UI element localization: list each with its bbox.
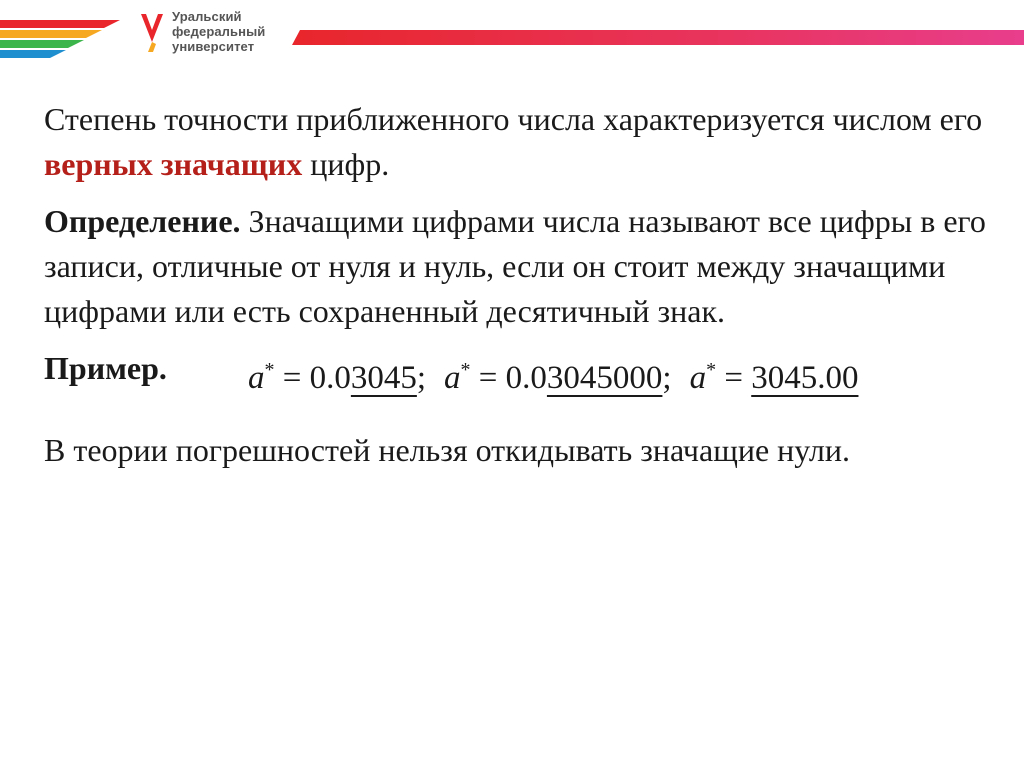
university-logo-icon: [139, 12, 167, 54]
stripe-blue: [0, 50, 66, 58]
formula-1-significant: 3045: [350, 360, 417, 396]
paragraph-zeros: В теории погрешностей нельзя откидывать значащие нули.: [44, 432, 850, 468]
formula-var-2: a: [444, 360, 461, 396]
formula-3-significant: 3045.00: [751, 360, 859, 396]
stripe-right: [292, 30, 1024, 45]
definition-text: Значащими цифрами числа называют все цифры в его записи, отличные от нуля и нуль, если он стоит между значащими цифрами или есть сохраненный десятичный знак.: [44, 203, 986, 329]
stripe-green: [0, 40, 84, 48]
paragraph-definition: [44, 199, 994, 334]
slide-body: [44, 97, 994, 485]
example-formula: [248, 348, 858, 401]
stripe-red: [0, 20, 120, 28]
formula-star-2: *: [460, 359, 471, 381]
p1-text-start: Степень точности приближенного числа характеризуется числом его: [44, 101, 983, 137]
formula-eq-2: =: [470, 360, 506, 396]
definition-label: Определение.: [44, 203, 241, 239]
formula-sep-2: ;: [662, 360, 672, 396]
paragraph-accuracy: [44, 97, 994, 187]
p1-text-end: цифр.: [302, 146, 390, 182]
formula-2-significant: 3045000: [546, 360, 663, 396]
logo-line-1: Уральский: [172, 9, 242, 24]
formula-star-3: *: [706, 359, 717, 381]
logo-line-2: федеральный: [172, 24, 266, 39]
formula-star-1: *: [264, 359, 275, 381]
example-row: [44, 346, 994, 398]
stripe-orange: [0, 30, 102, 38]
formula-eq-1: =: [274, 360, 310, 396]
p1-highlight: верных значащих: [44, 146, 303, 182]
logo-line-3: университет: [172, 39, 255, 54]
formula-eq-3: =: [716, 360, 752, 396]
example-label: Пример.: [44, 350, 167, 386]
formula-1-prefix: 0.0: [309, 360, 351, 396]
university-name: [172, 9, 265, 54]
formula-sep-1: ;: [416, 360, 427, 396]
formula-var-3: a: [689, 360, 707, 396]
slide-header: [0, 0, 1024, 90]
formula-var-1: a: [248, 360, 265, 396]
formula-2-prefix: 0.0: [505, 360, 547, 396]
